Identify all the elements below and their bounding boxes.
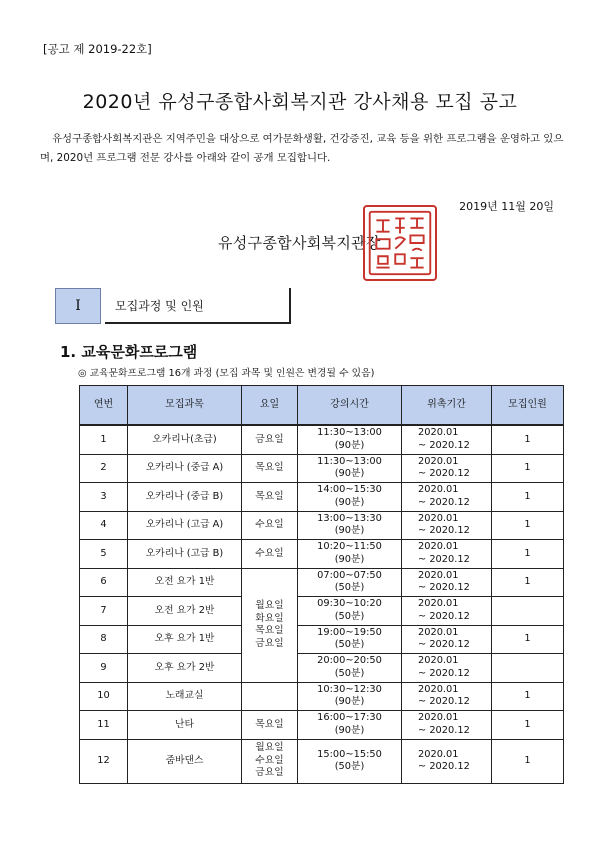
cell-day: 목요일 xyxy=(242,483,298,512)
cell-no: 8 xyxy=(80,625,128,654)
section-title xyxy=(105,288,291,324)
cell-time: 11:30~13:00 (90분) xyxy=(298,454,402,483)
table-row xyxy=(80,483,564,512)
table-row xyxy=(80,511,564,540)
table-row xyxy=(80,540,564,569)
cell-day: 목요일 xyxy=(242,711,298,740)
table-row xyxy=(80,568,564,597)
cell-subject: 오전 요가 2반 xyxy=(128,597,242,626)
table-row xyxy=(80,625,564,654)
cell-period: 2020.01 ~ 2020.12 xyxy=(402,483,492,512)
cell-count xyxy=(492,597,564,626)
cell-subject: 난타 xyxy=(128,711,242,740)
cell-period: 2020.01 ~ 2020.12 xyxy=(402,739,492,783)
cell-subject: 오후 요가 2반 xyxy=(128,654,242,683)
section-title-text: 모집과정 및 인원 xyxy=(115,298,204,313)
cell-count: 1 xyxy=(492,568,564,597)
cell-day: 수요일 xyxy=(242,511,298,540)
notice-number: [공고 제 2019-22호] xyxy=(43,42,152,56)
cell-count xyxy=(492,654,564,683)
notice-date: 2019년 11월 20일 xyxy=(459,200,554,213)
cell-count: 1 xyxy=(492,711,564,740)
table-header-row xyxy=(80,386,564,426)
cell-no: 2 xyxy=(80,454,128,483)
cell-no: 9 xyxy=(80,654,128,683)
cell-count: 1 xyxy=(492,511,564,540)
cell-day: 수요일 xyxy=(242,540,298,569)
cell-period: 2020.01 ~ 2020.12 xyxy=(402,711,492,740)
col-header-no: 연번 xyxy=(80,386,128,426)
cell-no: 4 xyxy=(80,511,128,540)
cell-time: 10:30~12:30 (90분) xyxy=(298,682,402,711)
cell-period: 2020.01 ~ 2020.12 xyxy=(402,511,492,540)
cell-time: 16:00~17:30 (90분) xyxy=(298,711,402,740)
cell-no: 3 xyxy=(80,483,128,512)
cell-count: 1 xyxy=(492,739,564,783)
cell-time: 10:20~11:50 (90분) xyxy=(298,540,402,569)
cell-time: 07:00~07:50 (50분) xyxy=(298,568,402,597)
table-row xyxy=(80,425,564,454)
section-number-badge: I xyxy=(55,288,101,324)
cell-subject: 오카리나 (고급 A) xyxy=(128,511,242,540)
director-name: 유성구종합사회복지관장 xyxy=(218,234,381,252)
cell-subject: 줌바댄스 xyxy=(128,739,242,783)
col-header-count: 모집인원 xyxy=(492,386,564,426)
cell-time: 15:00~15:50 (50분) xyxy=(298,739,402,783)
page-title: 2020년 유성구종합사회복지관 강사채용 모집 공고 xyxy=(82,91,518,113)
cell-time: 20:00~20:50 (50분) xyxy=(298,654,402,683)
col-header-period: 위촉기간 xyxy=(402,386,492,426)
cell-count: 1 xyxy=(492,625,564,654)
cell-no: 12 xyxy=(80,739,128,783)
cell-subject: 오후 요가 1반 xyxy=(128,625,242,654)
cell-time: 09:30~10:20 (50분) xyxy=(298,597,402,626)
cell-count: 1 xyxy=(492,454,564,483)
col-header-time: 강의시간 xyxy=(298,386,402,426)
cell-time: 19:00~19:50 (50분) xyxy=(298,625,402,654)
cell-time: 13:00~13:30 (90분) xyxy=(298,511,402,540)
cell-day: 월요일 수요일 금요일 xyxy=(242,739,298,783)
subsection-note: ◎ 교육문화프로그램 16개 과정 (모집 과목 및 인원은 변경될 수 있음) xyxy=(78,368,375,379)
table-row xyxy=(80,654,564,683)
cell-time: 11:30~13:00 (90분) xyxy=(298,425,402,454)
table-row xyxy=(80,682,564,711)
cell-no: 1 xyxy=(80,425,128,454)
cell-period: 2020.01 ~ 2020.12 xyxy=(402,425,492,454)
col-header-subject: 모집과목 xyxy=(128,386,242,426)
cell-period: 2020.01 ~ 2020.12 xyxy=(402,654,492,683)
cell-period: 2020.01 ~ 2020.12 xyxy=(402,625,492,654)
cell-count: 1 xyxy=(492,540,564,569)
cell-subject: 오카리나 (고급 B) xyxy=(128,540,242,569)
subsection-heading: 1. 교육문화프로그램 xyxy=(60,343,198,361)
cell-subject: 오카리나 (중급 A) xyxy=(128,454,242,483)
cell-count: 1 xyxy=(492,425,564,454)
intro-paragraph: 유성구종합사회복지관은 지역주민을 대상으로 여가문화생활, 건강증진, 교육 등을 위한 프로그램을 운영하고 있으며, 2020년 프로그램 전문 강사를 아래와 같이 공개 모집합니다. xyxy=(40,133,564,164)
cell-subject: 오전 요가 1반 xyxy=(128,568,242,597)
cell-day-merged: 월요일 화요일 목요일 금요일 xyxy=(242,568,298,682)
cell-count: 1 xyxy=(492,483,564,512)
cell-day xyxy=(242,682,298,711)
cell-period: 2020.01 ~ 2020.12 xyxy=(402,682,492,711)
table-row xyxy=(80,454,564,483)
cell-period: 2020.01 ~ 2020.12 xyxy=(402,454,492,483)
cell-period: 2020.01 ~ 2020.12 xyxy=(402,540,492,569)
table-row xyxy=(80,711,564,740)
cell-count: 1 xyxy=(492,682,564,711)
cell-time: 14:00~15:30 (90분) xyxy=(298,483,402,512)
cell-period: 2020.01 ~ 2020.12 xyxy=(402,597,492,626)
table-row xyxy=(80,597,564,626)
cell-subject: 오카리나(초급) xyxy=(128,425,242,454)
cell-subject: 오카리나 (중급 B) xyxy=(128,483,242,512)
table-row xyxy=(80,739,564,783)
official-seal-icon xyxy=(363,205,437,281)
cell-day: 목요일 xyxy=(242,454,298,483)
cell-no: 11 xyxy=(80,711,128,740)
cell-no: 10 xyxy=(80,682,128,711)
cell-no: 7 xyxy=(80,597,128,626)
cell-subject: 노래교실 xyxy=(128,682,242,711)
cell-no: 6 xyxy=(80,568,128,597)
cell-day: 금요일 xyxy=(242,425,298,454)
cell-no: 5 xyxy=(80,540,128,569)
recruitment-table xyxy=(79,385,564,784)
col-header-day: 요일 xyxy=(242,386,298,426)
cell-period: 2020.01 ~ 2020.12 xyxy=(402,568,492,597)
